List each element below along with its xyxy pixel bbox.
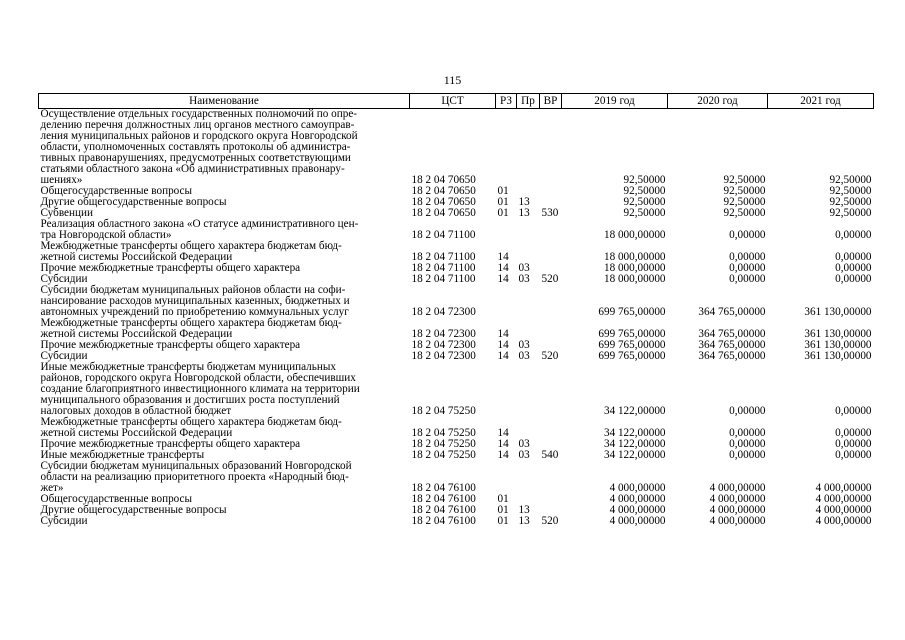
row-pr [517,362,540,417]
row-vr: 530 [541,207,559,219]
row-cst: 18 2 04 75250 [411,427,476,439]
row-cst: 18 2 04 70650 [411,196,476,208]
row-name: Субсидии [40,515,88,527]
row-cst: 18 2 04 72300 [411,350,476,362]
row-cst: 18 2 04 71100 [411,273,476,285]
row-pr: 13 [518,515,530,527]
row-2019: 34 122,00000 [603,427,666,439]
row-2019: 34 122,00000 [603,405,666,417]
row-cst: 18 2 04 71100 [411,251,476,263]
row-2021: 92,50000 [829,207,872,219]
row-2021: 0,00000 [835,273,872,285]
row-vr [540,241,562,263]
row-pr: 03 [518,339,530,351]
header-2021: 2021 год [768,94,874,109]
row-pr [517,417,540,439]
row-vr [540,362,562,417]
row-rz: 14 [497,339,509,351]
row-pr: 13 [518,207,530,219]
row-rz [496,461,517,494]
row-name: Общегосударственные вопросы [40,493,193,505]
row-2020: 364 765,00000 [698,328,766,340]
row-name: Субвенции [40,207,93,219]
row-vr: 520 [541,350,559,362]
row-rz: 14 [497,251,509,263]
header-vr: ВР [540,94,562,109]
row-2020: 4 000,00000 [709,493,766,505]
row-pr: 03 [518,273,530,285]
row-2021: 0,00000 [835,405,872,417]
row-2019: 18 000,00000 [603,262,666,274]
row-rz: 14 [497,273,509,285]
row-2019: 4 000,00000 [609,482,666,494]
row-rz: 01 [497,196,509,208]
row-pr [517,285,540,318]
row-2021: 92,50000 [829,196,872,208]
row-2020: 0,00000 [729,229,766,241]
row-2019: 4 000,00000 [609,515,666,527]
row-2020: 92,50000 [723,207,766,219]
row-2019: 92,50000 [623,207,666,219]
row-name: Прочие межбюджетные трансферты общего характера [40,438,301,450]
table-row [39,362,874,417]
row-pr [517,461,540,494]
row-name: Субсидии [40,350,88,362]
row-cst: 18 2 04 70650 [411,174,476,186]
row-2019: 34 122,00000 [603,449,666,461]
row-2020: 0,00000 [729,427,766,439]
row-2019: 92,50000 [623,174,666,186]
header-rz: РЗ [496,94,517,109]
table-body [39,109,874,528]
row-vr [540,494,562,505]
table-header [39,94,874,109]
row-vr: 520 [541,515,559,527]
row-vr [540,318,562,340]
table-row [39,285,874,318]
row-vr [540,219,562,241]
row-2020: 0,00000 [729,273,766,285]
row-2020: 0,00000 [729,262,766,274]
row-rz: 01 [497,493,509,505]
row-2021: 361 130,00000 [804,306,872,318]
row-cst: 18 2 04 76100 [411,493,476,505]
row-2021: 4 000,00000 [815,515,872,527]
row-pr [517,318,540,340]
row-rz [496,362,517,417]
row-2019: 34 122,00000 [603,438,666,450]
row-2020: 4 000,00000 [709,504,766,516]
header-2020: 2020 год [668,94,768,109]
row-2020: 0,00000 [729,449,766,461]
row-cst: 18 2 04 76100 [411,504,476,516]
row-2020: 364 765,00000 [698,350,766,362]
row-2019: 4 000,00000 [609,504,666,516]
row-2019: 699 765,00000 [598,350,666,362]
row-pr: 03 [518,449,530,461]
row-2021: 0,00000 [835,438,872,450]
row-pr: 03 [518,438,530,450]
row-2019: 4 000,00000 [609,493,666,505]
page-number: 115 [443,73,462,87]
row-name: Иные межбюджетные трансферты бюджетам муниципальных районов, городского округа Новгородской области, обеспечивших создание благоприятного инвестиционного климата на территории муниципального образования и достигших роста поступлений налоговых доходов в областной бюджет [40,361,360,417]
row-cst: 18 2 04 71100 [411,229,476,241]
row-2020: 0,00000 [729,251,766,263]
row-rz: 01 [497,207,509,219]
row-rz: 01 [497,504,509,516]
row-pr: 03 [518,262,530,274]
row-2019: 699 765,00000 [598,306,666,318]
row-name: Осуществление отдельных государственных полномочий по опре- делению перечня должностных лиц органов местного самоуправ- ления муниципальных районов и городского округа Новгородской области, уполномоченных составлять протоколы об администра- тивных правонарушениях, предусмотренных соответствующими статьями областного закона «Об административных правонару- шениях» [40,108,358,186]
row-cst: 18 2 04 75250 [411,405,476,417]
row-2021: 0,00000 [835,449,872,461]
table-row [39,461,874,494]
row-2021: 361 130,00000 [804,328,872,340]
row-rz: 14 [497,449,509,461]
row-2021: 0,00000 [835,229,872,241]
row-2019: 18 000,00000 [603,229,666,241]
row-vr: 540 [541,449,559,461]
row-2021: 4 000,00000 [815,504,872,516]
row-cst: 18 2 04 76100 [411,515,476,527]
row-2021: 361 130,00000 [804,350,872,362]
table-row [39,219,874,241]
row-2020: 4 000,00000 [709,515,766,527]
row-cst: 18 2 04 70650 [411,185,476,197]
row-2021: 0,00000 [835,251,872,263]
row-pr [517,241,540,263]
row-vr [540,417,562,439]
row-pr: 13 [518,504,530,516]
table-row [39,318,874,340]
row-cst: 18 2 04 72300 [411,339,476,351]
row-name: Субсидии бюджетам муниципальных районов области на софи- нансирование расходов муниципальных казенных, бюджетных и автономных учреждений по приобретению коммунальных услуг [40,284,350,318]
header-name: Наименование [39,94,410,109]
row-2021: 4 000,00000 [815,493,872,505]
row-2020: 0,00000 [729,405,766,417]
table-row [39,417,874,439]
row-rz: 14 [497,427,509,439]
row-rz [496,109,517,187]
row-name: Прочие межбюджетные трансферты общего характера [40,262,301,274]
row-pr: 13 [518,196,530,208]
row-name: Другие общегосударственные вопросы [40,196,227,208]
row-cst: 18 2 04 71100 [411,262,476,274]
row-2020: 92,50000 [723,185,766,197]
budget-table [38,93,874,527]
row-2020: 92,50000 [723,174,766,186]
row-2021: 92,50000 [829,185,872,197]
row-cst: 18 2 04 72300 [411,328,476,340]
table-row [39,241,874,263]
row-pr [517,219,540,241]
row-cst: 18 2 04 75250 [411,438,476,450]
row-name: Прочие межбюджетные трансферты общего характера [40,339,301,351]
row-name: Межбюджетные трансферты общего характера бюджетам бюд- жетной системы Российской Федерации [40,317,342,340]
row-cst: 18 2 04 76100 [411,482,476,494]
row-rz: 14 [497,350,509,362]
row-name: Другие общегосударственные вопросы [40,504,227,516]
row-vr [540,285,562,318]
row-2020: 4 000,00000 [709,482,766,494]
row-cst: 18 2 04 70650 [411,207,476,219]
row-2021: 361 130,00000 [804,339,872,351]
row-vr [540,109,562,187]
row-2019: 699 765,00000 [598,339,666,351]
row-name: Субсидии [40,273,88,285]
table-row [39,109,874,187]
row-2021: 92,50000 [829,174,872,186]
row-rz: 01 [497,515,509,527]
row-2019: 699 765,00000 [598,328,666,340]
header-cst: ЦСТ [410,94,496,109]
row-2019: 18 000,00000 [603,251,666,263]
row-name: Общегосударственные вопросы [40,185,193,197]
row-2020: 364 765,00000 [698,339,766,351]
row-name: Субсидии бюджетам муниципальных образований Новгородской области на реализацию приоритетного проекта «Народный бюд- жет» [40,460,352,494]
row-rz: 01 [497,185,509,197]
header-pr: Пр [517,94,540,109]
row-cst: 18 2 04 75250 [411,449,476,461]
row-vr [540,186,562,197]
row-2020: 364 765,00000 [698,306,766,318]
table-row [39,516,874,527]
row-2020: 92,50000 [723,196,766,208]
row-2019: 18 000,00000 [603,273,666,285]
row-rz: 14 [497,328,509,340]
row-rz [496,219,517,241]
row-vr [540,461,562,494]
row-vr: 520 [541,273,559,285]
row-2019: 92,50000 [623,185,666,197]
row-name: Межбюджетные трансферты общего характера бюджетам бюд- жетной системы Российской Федерации [40,240,342,263]
row-pr: 03 [518,350,530,362]
row-2021: 4 000,00000 [815,482,872,494]
row-rz: 14 [497,438,509,450]
row-rz: 14 [497,262,509,274]
row-name: Иные межбюджетные трансферты [40,449,205,461]
row-2019: 92,50000 [623,196,666,208]
row-name: Межбюджетные трансферты общего характера бюджетам бюд- жетной системы Российской Федерации [40,416,342,439]
row-name: Реализация областного закона «О статусе административного цен- тра Новгородской области» [40,218,359,241]
row-pr [517,109,540,187]
row-cst: 18 2 04 72300 [411,306,476,318]
row-2020: 0,00000 [729,438,766,450]
row-2021: 0,00000 [835,262,872,274]
row-rz [496,285,517,318]
row-2021: 0,00000 [835,427,872,439]
header-2019: 2019 год [562,94,668,109]
